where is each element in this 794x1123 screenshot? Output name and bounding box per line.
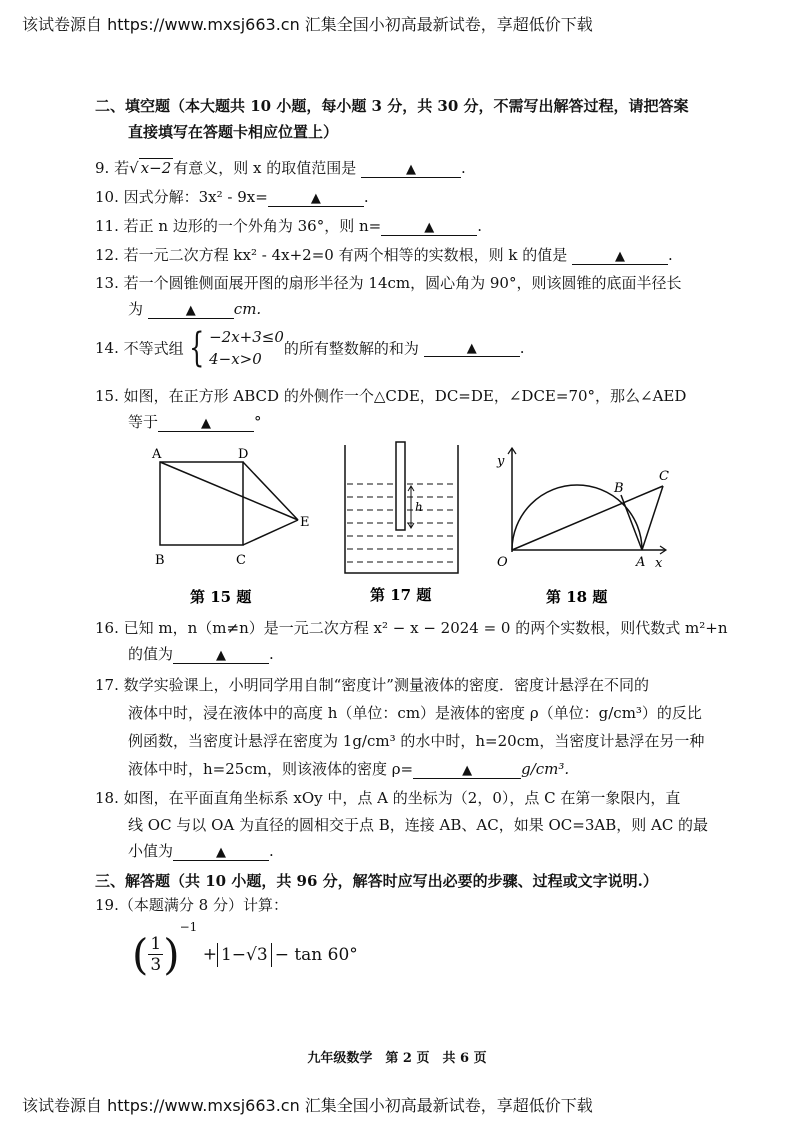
question-15 (95, 385, 686, 406)
q9-end: . (461, 159, 466, 177)
blank-marker-icon: ▲ (424, 220, 435, 235)
q9-post: 有意义，则 x 的取值范围是 (173, 159, 357, 177)
section2-title-cont: 直接填写在答题卡相应位置上） (128, 123, 339, 141)
fig18-caption: 第 18 题 (546, 588, 608, 606)
q18-end: . (269, 842, 274, 860)
blank-marker-icon: ▲ (216, 845, 227, 860)
page-footer: 九年级数学 第 2 页 共 6 页 (307, 1051, 487, 1066)
blank-marker-icon: ▲ (216, 648, 227, 663)
blank-marker-icon: ▲ (466, 341, 477, 356)
question-13-cont (128, 298, 261, 319)
q18-number: 18. (95, 789, 119, 807)
expr-frac-denominator: 3 (150, 955, 162, 975)
q16-answer-blank[interactable] (173, 646, 269, 664)
q10-number: 10. (95, 188, 119, 206)
q11-number: 11. (95, 217, 119, 235)
fig15-line-ce (243, 520, 298, 545)
q15-number: 15. (95, 387, 119, 405)
q19-text: （本题满分 8 分）计算： (118, 896, 288, 914)
q13-number: 13. (95, 274, 119, 292)
q9-radicand: x−2 (140, 159, 172, 177)
expr-fraction (148, 934, 163, 975)
q19-expression (132, 920, 358, 979)
fig18-label-c: C (659, 469, 669, 484)
q18-answer-blank[interactable] (173, 843, 269, 861)
question-17-cont (128, 758, 569, 779)
fig18-label-x: x (655, 556, 663, 571)
q14-system (209, 326, 284, 370)
watermark-top: 该试卷源自 https://www.mxsj663.cn 汇集全国小初高最新试卷，享超低价下载 (22, 15, 593, 34)
question-11 (95, 215, 482, 236)
figure-15 (151, 447, 310, 568)
q10-text: 因式分解：3x² - 9x= (123, 188, 268, 206)
q17-line3: 例函数，当密度计悬浮在密度为 1g/cm³ 的水中时，h=20cm，当密度计悬浮在另一种 (128, 732, 705, 750)
q14-pre: 不等式组 (123, 339, 184, 358)
blank-marker-icon: ▲ (406, 162, 417, 177)
question-18 (95, 787, 680, 808)
expr-frac-numerator: 1 (150, 934, 162, 954)
fig18-label-y: y (497, 454, 505, 469)
q16-number: 16. (95, 619, 119, 637)
q9-answer-blank[interactable] (361, 160, 461, 178)
question-10 (95, 186, 369, 207)
question-16-cont (128, 643, 274, 664)
fig15-label-a: A (152, 447, 162, 462)
q13-text: 若一个圆锥侧面展开图的扇形半径为 14cm，圆心角为 90°，则该圆锥的底面半径长 (123, 274, 682, 292)
expr-abs-value: 1−√3 (217, 943, 272, 967)
q15-answer-blank[interactable] (158, 414, 254, 432)
fig18-label-a: A (636, 555, 646, 570)
q11-text: 若正 n 边形的一个外角为 36°，则 n= (123, 217, 382, 235)
q16-text2: 的值为 (128, 645, 174, 663)
fig15-label-b: B (155, 553, 165, 568)
q14-brace: { (188, 325, 205, 371)
q18-line2: 线 OC 与以 OA 为直径的圆相交于点 B，连接 AB、AC，如果 OC=3AB，则 AC 的最 (128, 816, 709, 834)
section2-title: 二、填空题（本大题共 10 小题，每小题 3 分，共 30 分，不需写出解答过程，请把答案 (95, 97, 689, 115)
fig17-label-h: h (415, 500, 423, 514)
watermark-bottom: 该试卷源自 https://www.mxsj663.cn 汇集全国小初高最新试卷，享超低价下载 (22, 1096, 593, 1115)
figure-17 (345, 442, 458, 573)
q16-text: 已知 m，n（m≠n）是一元二次方程 x² − x − 2024 = 0 的两个实数根，则代数式 m²+n (123, 619, 728, 637)
fig17-hydrometer (396, 442, 405, 530)
expr-exponent: −1 (179, 920, 198, 934)
q11-end: . (477, 217, 482, 235)
fig15-square (160, 462, 243, 545)
question-12 (95, 244, 673, 265)
q16-end: . (269, 645, 274, 663)
expr-left-paren: ( (132, 929, 149, 979)
q17-line4: 液体中时，h=25cm，则该液体的密度 ρ= (128, 760, 414, 778)
q18-line3: 小值为 (128, 842, 174, 860)
q14-number: 14. (95, 339, 119, 357)
blank-marker-icon: ▲ (614, 249, 625, 264)
fig15-lines-ae-de (160, 462, 298, 520)
question-9 (95, 157, 466, 178)
q9-pre: 若 (114, 159, 130, 177)
q12-number: 12. (95, 246, 119, 264)
expr-tail: − tan 60° (274, 944, 358, 965)
section3-title: 三、解答题（共 10 小题，共 96 分，解答时应写出必要的步骤、过程或文字说明.） (95, 872, 658, 890)
q15-text: 如图，在正方形 ABCD 的外侧作一个△CDE，DC=DE，∠DCE=70°，那么∠AED (123, 387, 687, 405)
q15-end: ° (254, 413, 262, 431)
q14-post: 的所有整数解的和为 (283, 339, 419, 358)
blank-marker-icon: ▲ (310, 191, 321, 206)
fig15-label-c: C (236, 553, 246, 568)
q11-answer-blank[interactable] (381, 218, 477, 236)
q13-unit: cm. (233, 300, 262, 318)
question-18-cont (128, 840, 274, 861)
fig15-label-e: E (300, 515, 310, 530)
question-19 (95, 894, 288, 915)
q18-line1: 如图，在平面直角坐标系 xOy 中，点 A 的坐标为（2，0），点 C 在第一象限内，直 (123, 789, 681, 807)
q14-ineq2: 4−x>0 (209, 350, 262, 368)
blank-marker-icon: ▲ (185, 303, 196, 318)
fig18-line-oc (512, 486, 663, 550)
q19-number: 19. (95, 896, 119, 914)
question-15-cont (128, 411, 262, 432)
q9-sqrt-sign: √ (129, 159, 139, 177)
q14-ineq1: −2x+3≤0 (209, 328, 284, 346)
expr-plus: + (202, 944, 217, 965)
q17-line1: 数学实验课上，小明同学用自制“密度计”测量液体的密度．密度计悬浮在不同的 (123, 676, 649, 694)
q12-end: . (667, 246, 673, 264)
question-14 (95, 326, 524, 370)
fig18-label-b: B (614, 481, 624, 496)
q17-number: 17. (95, 676, 119, 694)
q13-answer-blank[interactable] (148, 301, 234, 319)
fig15-caption: 第 15 题 (190, 588, 252, 606)
blank-marker-icon: ▲ (462, 763, 473, 778)
q12-answer-blank[interactable] (572, 247, 668, 265)
fig18-line-ab (621, 495, 642, 550)
question-17 (95, 674, 649, 695)
fig18-line-ac (642, 486, 663, 550)
q14-end: . (519, 339, 525, 357)
fig15-label-d: D (238, 447, 249, 462)
figures-row (0, 440, 794, 615)
figure-18 (496, 448, 669, 571)
q13-text2a: 为 (128, 300, 144, 318)
q10-answer-blank[interactable] (268, 189, 364, 207)
q14-answer-blank[interactable] (424, 339, 520, 357)
q17-line2: 液体中时，浸在液体中的高度 h（单位：cm）是液体的密度 ρ（单位：g/cm³）的反比 (128, 704, 702, 722)
q15-text2: 等于 (128, 413, 159, 431)
fig18-label-o: O (497, 555, 508, 570)
q12-text: 若一元二次方程 kx² - 4x+2=0 有两个相等的实数根，则 k 的值是 (123, 246, 568, 264)
question-16 (95, 617, 727, 638)
question-13 (95, 272, 681, 293)
q10-end: . (363, 188, 369, 206)
blank-marker-icon: ▲ (201, 416, 212, 431)
fig17-caption: 第 17 题 (370, 586, 432, 604)
q9-number: 9. (95, 159, 110, 177)
expr-right-paren: ) (163, 929, 180, 979)
q17-unit: g/cm³. (521, 760, 570, 778)
q17-answer-blank[interactable] (413, 761, 521, 779)
